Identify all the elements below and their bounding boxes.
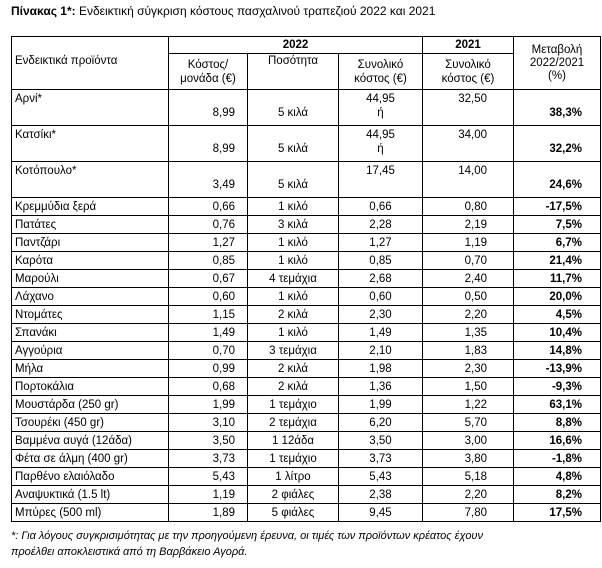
total-2021: 2,20 — [423, 486, 514, 504]
table-row — [12, 360, 601, 378]
product-name: Τσουρέκι (450 gr) — [12, 414, 169, 432]
table-row — [12, 288, 601, 306]
total-2022 — [339, 162, 423, 198]
total-2022: 2,38 — [339, 486, 423, 504]
header-total-2022 — [339, 54, 423, 90]
unit-cost: 0,85 — [169, 252, 248, 270]
total-2022 — [339, 126, 423, 162]
total-2022: 2,30 — [339, 306, 423, 324]
total-2022: 0,60 — [339, 288, 423, 306]
table-row-meat — [12, 162, 601, 198]
product-name: Φέτα σε άλμη (400 gr) — [12, 450, 169, 468]
product-name: Αρνί* — [12, 90, 169, 126]
total-2021: 2,40 — [423, 270, 514, 288]
header-row-years — [12, 37, 601, 54]
product-name: Λάχανο — [12, 288, 169, 306]
change-percent: 7,5% — [514, 216, 601, 234]
total-2021: 3,00 — [423, 432, 514, 450]
total-2022: 1,36 — [339, 378, 423, 396]
total-2022 — [339, 90, 423, 126]
change-percent: 24,6% — [514, 162, 601, 198]
total-2021: 14,00 — [423, 162, 514, 198]
table-row — [12, 252, 601, 270]
change-percent: 10,4% — [514, 324, 601, 342]
total-2021: 2,19 — [423, 216, 514, 234]
total-2022: 1,27 — [339, 234, 423, 252]
table-title — [11, 4, 435, 18]
header-row-columns — [12, 54, 601, 90]
total-2021: 5,70 — [423, 414, 514, 432]
total-2021: 7,80 — [423, 504, 514, 522]
change-percent: 8,2% — [514, 486, 601, 504]
table-row — [12, 342, 601, 360]
unit-cost: 0,99 — [169, 360, 248, 378]
table-row — [12, 198, 601, 216]
change-percent: 17,5% — [514, 504, 601, 522]
header-quantity: Ποσότητα — [248, 54, 339, 90]
change-percent: 32,2% — [514, 126, 601, 162]
quantity: 5 κιλά — [248, 126, 339, 162]
quantity: 5 κιλά — [248, 162, 339, 198]
unit-cost: 8,99 — [169, 126, 248, 162]
table-row — [12, 234, 601, 252]
total-2021: 32,50 — [423, 90, 514, 126]
table-title-text: Ενδεικτική σύγκριση κόστους πασχαλινού τραπεζιού 2022 και 2021 — [75, 4, 436, 18]
unit-cost: 0,60 — [169, 288, 248, 306]
table-row-meat — [12, 126, 601, 162]
change-percent: 38,3% — [514, 90, 601, 126]
unit-cost: 1,27 — [169, 234, 248, 252]
total-2022: 0,85 — [339, 252, 423, 270]
quantity: 2 φιάλες — [248, 486, 339, 504]
product-name: Πατάτες — [12, 216, 169, 234]
quantity: 2 τεμάχια — [248, 414, 339, 432]
footnote-line1: *: Για λόγους συγκρισιμότητας με την προηγούμενη έρευνα, οι τιμές των προϊόντων κρέατος έχουν — [11, 530, 483, 542]
table-row — [12, 378, 601, 396]
total-2022: 1,98 — [339, 360, 423, 378]
table-row — [12, 396, 601, 414]
total-2021: 0,70 — [423, 252, 514, 270]
product-name: Μήλα — [12, 360, 169, 378]
table-row — [12, 504, 601, 522]
quantity: 1 λίτρο — [248, 468, 339, 486]
total-2021: 0,80 — [423, 198, 514, 216]
total-2022: 2,10 — [339, 342, 423, 360]
unit-cost: 0,67 — [169, 270, 248, 288]
change-percent: 16,6% — [514, 432, 601, 450]
footnote-line2: προέλθει αποκλειστικά από τη Βαρβάκειο Αγορά. — [11, 546, 248, 558]
unit-cost: 1,99 — [169, 396, 248, 414]
table-row — [12, 306, 601, 324]
total-2021: 0,50 — [423, 288, 514, 306]
quantity: 3 τεμάχια — [248, 342, 339, 360]
table-row — [12, 468, 601, 486]
total-2021: 3,80 — [423, 450, 514, 468]
product-name: Αγγούρια — [12, 342, 169, 360]
total-2021: 1,50 — [423, 378, 514, 396]
table-row — [12, 270, 601, 288]
unit-cost: 8,99 — [169, 90, 248, 126]
total-2022: 0,66 — [339, 198, 423, 216]
total-2022-value: 44,95 — [366, 129, 395, 141]
total-2022: 1,99 — [339, 396, 423, 414]
total-2022: 3,73 — [339, 450, 423, 468]
unit-cost: 1,19 — [169, 486, 248, 504]
header-total-2022-line2: κόστος (€) — [354, 72, 407, 85]
product-name: Αναψυκτικά (1.5 lt) — [12, 486, 169, 504]
quantity: 1 τεμάχιο — [248, 396, 339, 414]
table-row — [12, 216, 601, 234]
header-2022: 2022 — [169, 37, 423, 54]
table-title-label: Πίνακας 1*: — [11, 4, 76, 18]
header-unit-cost — [169, 54, 248, 90]
quantity: 1 κιλό — [248, 234, 339, 252]
header-product: Ενδεικτικά προϊόντα — [12, 54, 169, 90]
product-name: Κατσίκι* — [12, 126, 169, 162]
header-unit-cost-line2: μονάδα (€) — [180, 72, 236, 85]
header-empty-cell — [12, 37, 169, 54]
product-name: Βαμμένα αυγά (12άδα) — [12, 432, 169, 450]
header-change-line2: 2022/2021 — [529, 56, 585, 69]
change-percent: 21,4% — [514, 252, 601, 270]
unit-cost: 3,73 — [169, 450, 248, 468]
change-percent: 14,8% — [514, 342, 601, 360]
quantity: 1 τεμάχιο — [248, 450, 339, 468]
header-total-2022-line1: Συνολικό — [357, 58, 404, 71]
total-2022-or: ή — [377, 107, 384, 119]
product-name: Κρεμμύδια ξερά — [12, 198, 169, 216]
change-percent: 4,8% — [514, 468, 601, 486]
total-2022-or: ή — [377, 143, 384, 155]
quantity: 1 κιλό — [248, 324, 339, 342]
change-percent: 4,5% — [514, 306, 601, 324]
table-row — [12, 414, 601, 432]
header-change — [514, 37, 601, 90]
change-percent: 6,7% — [514, 234, 601, 252]
product-name: Πορτοκάλια — [12, 378, 169, 396]
product-name: Ντομάτες — [12, 306, 169, 324]
unit-cost: 3,10 — [169, 414, 248, 432]
product-name: Σπανάκι — [12, 324, 169, 342]
product-name: Παντζάρι — [12, 234, 169, 252]
unit-cost: 0,68 — [169, 378, 248, 396]
total-2022: 1,49 — [339, 324, 423, 342]
total-2021: 1,35 — [423, 324, 514, 342]
table-row-meat — [12, 90, 601, 126]
total-2021: 34,00 — [423, 126, 514, 162]
footnote — [11, 528, 601, 560]
total-2022: 9,45 — [339, 504, 423, 522]
quantity: 3 κιλά — [248, 216, 339, 234]
total-2022-value: 17,45 — [366, 165, 395, 177]
quantity: 2 κιλά — [248, 306, 339, 324]
quantity: 1 12άδα — [248, 432, 339, 450]
unit-cost: 1,15 — [169, 306, 248, 324]
total-2021: 1,83 — [423, 342, 514, 360]
product-name: Κοτόπουλο* — [12, 162, 169, 198]
header-total-2021-line1: Συνολικό — [445, 58, 491, 71]
table-row — [12, 432, 601, 450]
table-row — [12, 450, 601, 468]
quantity: 1 κιλό — [248, 288, 339, 306]
quantity: 1 κιλό — [248, 198, 339, 216]
header-change-line3: (%) — [548, 69, 566, 82]
change-percent: -9,3% — [514, 378, 601, 396]
quantity: 2 κιλά — [248, 378, 339, 396]
quantity: 5 φιάλες — [248, 504, 339, 522]
change-percent: -13,9% — [514, 360, 601, 378]
total-2021: 2,20 — [423, 306, 514, 324]
quantity: 2 κιλά — [248, 360, 339, 378]
quantity: 5 κιλά — [248, 90, 339, 126]
unit-cost: 0,70 — [169, 342, 248, 360]
total-2022: 3,50 — [339, 432, 423, 450]
header-unit-cost-line1: Κόστος/ — [187, 58, 229, 71]
total-2022: 5,43 — [339, 468, 423, 486]
product-name: Παρθένο ελαιόλαδο — [12, 468, 169, 486]
change-percent: 8,8% — [514, 414, 601, 432]
header-total-2021 — [423, 54, 514, 90]
unit-cost: 1,49 — [169, 324, 248, 342]
total-2021: 5,18 — [423, 468, 514, 486]
total-2022: 2,28 — [339, 216, 423, 234]
product-name: Καρότα — [12, 252, 169, 270]
change-percent: -1,8% — [514, 450, 601, 468]
product-name: Μουστάρδα (250 gr) — [12, 396, 169, 414]
unit-cost: 5,43 — [169, 468, 248, 486]
total-2022: 6,20 — [339, 414, 423, 432]
total-2021: 1,22 — [423, 396, 514, 414]
change-percent: 20,0% — [514, 288, 601, 306]
total-2021: 1,19 — [423, 234, 514, 252]
table-row — [12, 324, 601, 342]
quantity: 4 τεμάχια — [248, 270, 339, 288]
change-percent: -17,5% — [514, 198, 601, 216]
total-2021: 2,30 — [423, 360, 514, 378]
product-name: Μπύρες (500 ml) — [12, 504, 169, 522]
cost-comparison-table — [11, 36, 601, 522]
unit-cost: 1,89 — [169, 504, 248, 522]
header-change-line1: Μεταβολή — [531, 43, 583, 56]
total-2022-value: 44,95 — [366, 93, 395, 105]
unit-cost: 0,66 — [169, 198, 248, 216]
total-2022: 2,68 — [339, 270, 423, 288]
unit-cost: 0,76 — [169, 216, 248, 234]
unit-cost: 3,50 — [169, 432, 248, 450]
header-total-2021-line2: κόστος (€) — [441, 72, 495, 85]
unit-cost: 3,49 — [169, 162, 248, 198]
change-percent: 63,1% — [514, 396, 601, 414]
table-row — [12, 486, 601, 504]
product-name: Μαρούλι — [12, 270, 169, 288]
quantity: 1 κιλό — [248, 252, 339, 270]
change-percent: 11,7% — [514, 270, 601, 288]
header-2021: 2021 — [423, 37, 514, 54]
